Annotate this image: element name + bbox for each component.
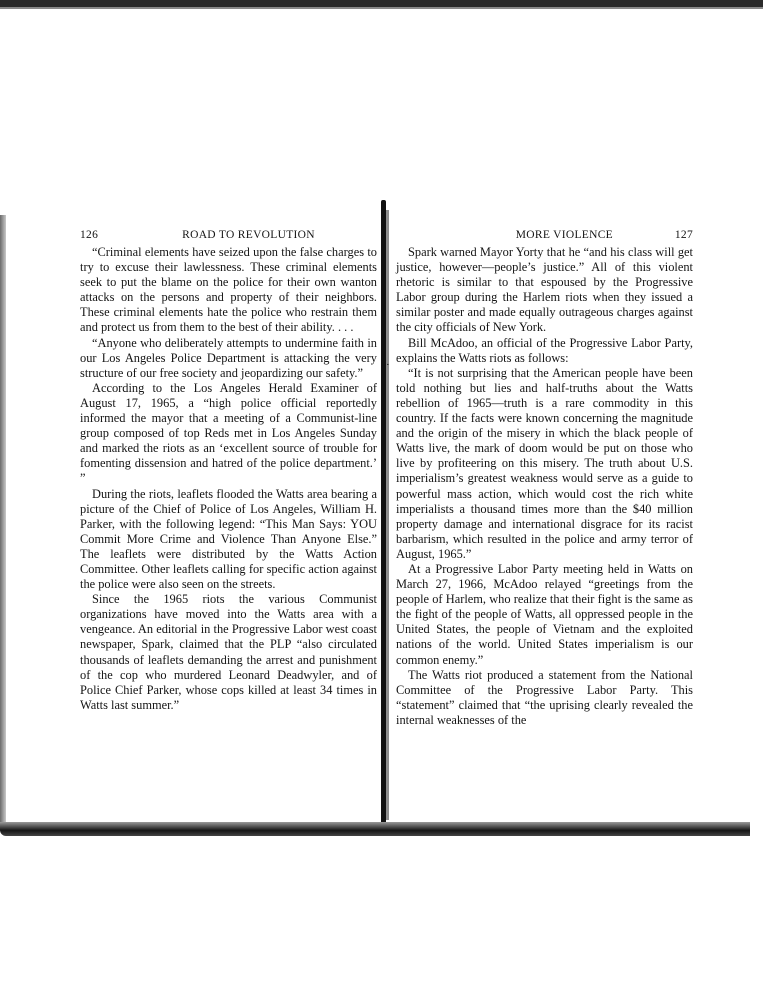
- scan-left-edge: [0, 215, 6, 830]
- left-page-header: [80, 228, 377, 243]
- paragraph: “Anyone who deliberately attempts to undermine faith in our Los Angeles Police Department is attacking the very structure of our free society and jeopardizing our safety.”: [80, 335, 377, 380]
- right-page: [396, 228, 693, 728]
- page-bottom-edge: [0, 822, 750, 836]
- left-running-head: ROAD TO REVOLUTION: [182, 229, 315, 241]
- paragraph: The Watts riot produced a statement from the National Committee of the Progressive Labor Party. This “statement” claimed that “the uprising clearly revealed the internal weaknesses of the: [396, 667, 693, 727]
- paragraph: During the riots, leaflets flooded the Watts area bearing a picture of the Chief of Police of Los Angeles, William H. Parker, with the following legend: “This Man Says: YOU Commit More Crime and Violence Than Anyone Else.” The leaflets were distributed by the Watts Action Committee. Other leaflets calling for specific action against the police were also seen on the streets.: [80, 486, 377, 592]
- paragraph: At a Progressive Labor Party meeting held in Watts on March 27, 1966, McAdoo relayed “greetings from the people of Harlem, who realize that their fight is the same as the fight of the people of Watts, all oppressed people in the United States, the people of Vietnam and the exploited nations of the world. United States imperialism is our common enemy.”: [396, 561, 693, 667]
- spine-shadow: [386, 210, 389, 820]
- paragraph: Spark warned Mayor Yorty that he “and his class will get justice, however—people’s justice.” All of this violent rhetoric is similar to that espoused by the Progressive Labor group during the Harlem riots when they issued a similar poster and made equally outrageous charges against the city officials of New York.: [396, 245, 693, 335]
- paragraph: Bill McAdoo, an official of the Progressive Labor Party, explains the Watts riots as follows:: [396, 335, 693, 365]
- right-page-header: [396, 228, 693, 243]
- paragraph: “It is not surprising that the American people have been told nothing but lies and half-truths about the Watts rebellion of 1965—truth is a rare commodity in this country. If the facts were known concerning the magnitude and the origin of the misery in which the black people of Watts live, the mark of doom would be put on those who live by profiteering on this misery. The truth about U.S. imperialism’s greatest weakness would serve as a guide to powerful mass action, which would cost the rich white imperialists a thousand times more than the $40 million property damage and international disgrace for its racist barbarism, which resulted in the police and army terror of August, 1965.”: [396, 365, 693, 561]
- paragraph: “Criminal elements have seized upon the false charges to try to excuse their lawlessness. These criminal elements seek to put the blame on the police for their own wanton attacks on the persons and property of their neighbors. These criminal elements hate the police who restrain them and protect us from them to the best of their ability. . . .: [80, 245, 377, 335]
- right-page-number: 127: [674, 229, 693, 241]
- paragraph: According to the Los Angeles Herald Examiner of August 17, 1965, a “high police official reportedly informed the mayor that a meeting of a Communist-line group composed of top Reds met in Los Angeles Sunday and marked the riots as an ‘excellent source of trouble for fomenting dissension and hatred of the police department.’ ”: [80, 380, 377, 486]
- margin-mark: ·: [386, 359, 390, 371]
- paragraph: Since the 1965 riots the various Communist organizations have moved into the Watts area with a vengeance. An editorial in the Progressive Labor west coast newspaper, Spark, claimed that the PLP “also circulated thousands of leaflets demanding the arrest and punishment of the cop who murdered Leonard Deadwyler, and of Police Chief Parker, whose cops killed at least 34 times in Watts last summer.”: [80, 592, 377, 712]
- scan-top-border: [0, 0, 763, 7]
- scan-top-shadow: [0, 7, 763, 9]
- left-page: [80, 228, 377, 713]
- right-running-head: MORE VIOLENCE: [515, 229, 613, 241]
- left-page-number: 126: [80, 229, 99, 241]
